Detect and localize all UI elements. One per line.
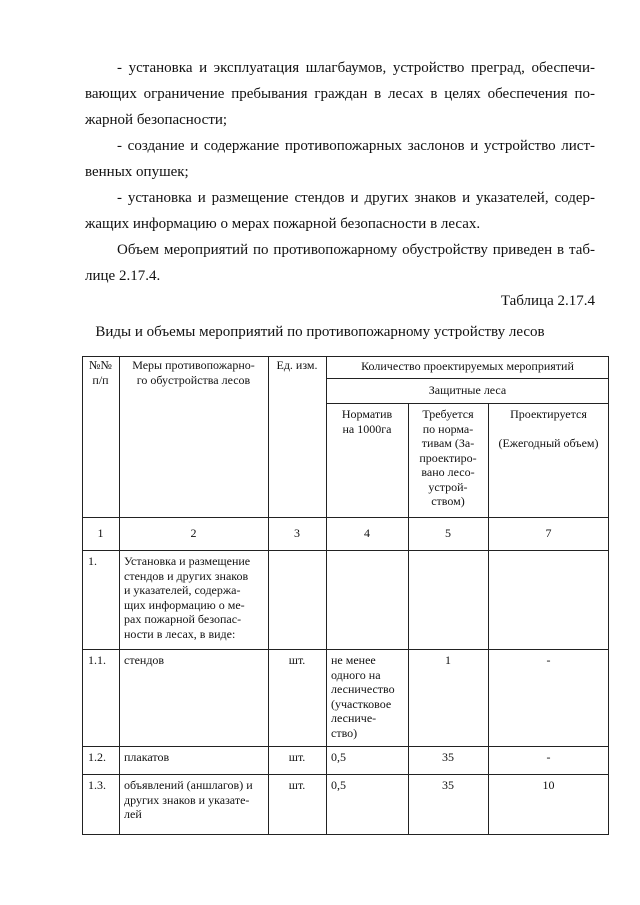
row-norm: [326, 550, 408, 649]
row-measure: плакатов: [124, 750, 170, 764]
header-measures: Меры противопожарно- го обустройства лесов: [132, 358, 255, 387]
column-number: 4: [364, 526, 370, 540]
header-norm: Норматив на 1000га: [341, 407, 393, 436]
text-line: вающих ограничение пребывания граждан в лесах в целях обеспечения по-: [85, 86, 595, 102]
header-unit: Ед. изм.: [276, 358, 318, 372]
row-number: 1.: [88, 554, 97, 568]
column-number: 7: [545, 526, 552, 540]
row-required: 35: [442, 750, 454, 764]
table-caption: Виды и объемы мероприятий по противопожарному устройству лесов: [95, 324, 545, 340]
row-projected: [488, 550, 609, 649]
text-line: лице 2.17.4.: [85, 268, 161, 284]
table-number: Таблица 2.17.4: [500, 293, 595, 309]
column-number: 1: [97, 526, 104, 540]
text-line: жарной безопасности;: [85, 112, 228, 128]
row-number: 1.3.: [88, 778, 106, 792]
row-projected: -: [546, 653, 551, 667]
header-projected: Проектируется (Ежегодный объем): [498, 407, 599, 450]
row-unit: шт.: [288, 750, 306, 764]
row-measure: объявлений (аншлагов) и других знаков и указате- лей: [124, 778, 253, 821]
column-number: 3: [294, 526, 300, 540]
header-protective-forests: Защитные леса: [428, 383, 507, 397]
text-line: - установка и размещение стендов и других знаков и указателей, содер-: [117, 190, 595, 206]
row-number: 1.2.: [88, 750, 106, 764]
row-projected: -: [546, 750, 551, 764]
column-number: 2: [190, 526, 197, 540]
measures-table: [82, 356, 609, 835]
row-unit: шт.: [288, 778, 306, 792]
row-required: [408, 550, 488, 649]
row-unit: шт.: [288, 653, 306, 667]
header-quantity: Количество проектируемых мероприятий: [361, 359, 574, 373]
row-norm: не менее одного на лесничество (участковое лесниче- ство): [331, 653, 395, 740]
text-line: Объем мероприятий по противопожарному обустройству приведен в таб-: [117, 242, 595, 258]
column-number: 5: [445, 526, 451, 540]
header-num: №№ п/п: [89, 358, 112, 387]
header-required: Требуется по норма- тивам (За- проектиро- вано лесо- устрой- ством): [419, 407, 477, 508]
text-line: - установка и эксплуатация шлагбаумов, устройство преград, обеспечи-: [117, 60, 595, 76]
text-line: венных опушек;: [85, 164, 189, 180]
text-line: жащих информацию о мерах пожарной безопасности в лесах.: [85, 216, 481, 232]
row-required: 35: [442, 778, 454, 792]
row-measure: Установка и размещение стендов и других знаков и указателей, содержа- щих информацию о ме- рах пожарной безопас- ности в лесах, в виде:: [124, 554, 251, 641]
row-projected: 10: [542, 778, 555, 792]
row-norm: 0,5: [331, 778, 346, 792]
row-number: 1.1.: [88, 653, 106, 667]
text-line: - создание и содержание противопожарных заслонов и устройство лист-: [117, 138, 595, 154]
row-required: 1: [445, 653, 451, 667]
row-unit: [268, 550, 326, 649]
row-measure: стендов: [124, 653, 165, 667]
row-norm: 0,5: [331, 750, 346, 764]
